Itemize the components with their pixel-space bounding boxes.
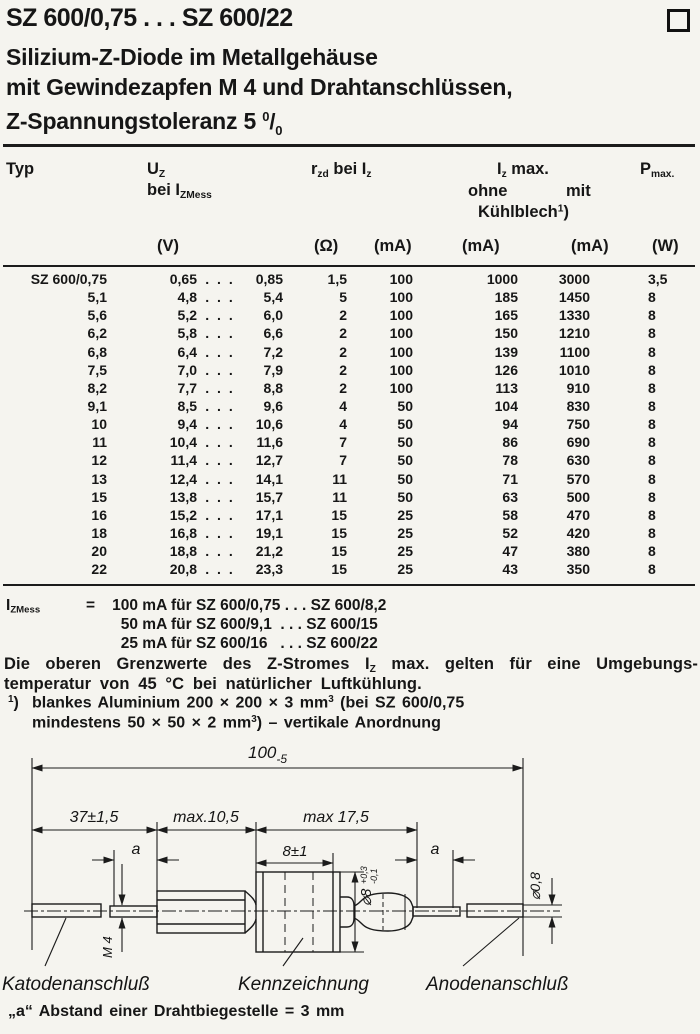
cell-uz-min: 11,4 xyxy=(170,452,197,469)
subtitle-line-1: Silizium-Z-Diode im Metallgehäuse xyxy=(6,44,378,70)
kuehlblech-text: Kühlblech xyxy=(478,203,558,221)
rzd-iz-sub: z xyxy=(366,168,372,180)
cell-iz: 100 xyxy=(389,379,413,396)
cell-rzd: 7 xyxy=(339,452,347,469)
cell-rzd: 15 xyxy=(331,524,347,541)
izmax-rest: max. xyxy=(506,160,549,178)
izmess-line-3 xyxy=(100,635,378,653)
cell-uz-max: 5,4 xyxy=(263,289,283,306)
cell-rzd: 7 xyxy=(339,434,347,451)
izmess-rest-1: mA für SZ 600/0,75 . . . SZ 600/8,2 xyxy=(138,597,387,614)
cell-iz: 100 xyxy=(389,325,413,342)
fn-2a: mindestens 50 × 50 × 2 mm xyxy=(32,714,252,732)
izmess-rest-2: mA für SZ 600/9,1 . . . SZ 600/15 xyxy=(138,616,378,633)
cell-dots: . . . xyxy=(205,343,235,360)
cell-rzd: 2 xyxy=(339,379,347,396)
drawing-labels xyxy=(2,743,569,995)
cell-pmax: 8 xyxy=(648,307,656,324)
cell-dots: . . . xyxy=(205,416,235,433)
cell-iz-max-ohne: 43 xyxy=(502,561,518,578)
unit-ma-mit: (mA) xyxy=(571,237,609,255)
limit-note-line-2: temperatur von 45 °C bei natürlicher Luftkühlung. xyxy=(4,675,422,693)
cell-iz: 25 xyxy=(397,543,413,560)
cell-iz: 100 xyxy=(389,361,413,378)
cell-uz-min: 18,8 xyxy=(169,543,197,560)
izmess-equals: = xyxy=(86,597,96,614)
cell-iz: 100 xyxy=(389,307,413,324)
cell-uz-max: 15,7 xyxy=(255,488,283,505)
table-row xyxy=(0,361,700,379)
cell-iz: 50 xyxy=(397,470,413,487)
cell-dots: . . . xyxy=(205,379,235,396)
cell-iz-max-ohne: 47 xyxy=(502,543,518,560)
cell-rzd: 11 xyxy=(332,470,347,487)
cell-iz-max-mit: 830 xyxy=(566,397,590,414)
dim-a-left: a xyxy=(131,841,141,858)
cell-iz-max-ohne: 1000 xyxy=(486,271,518,287)
cell-uz-min: 5,8 xyxy=(177,325,197,342)
col-header-izmax xyxy=(497,160,549,180)
cell-iz-max-mit: 1100 xyxy=(559,343,590,360)
izmess-line-1 xyxy=(100,597,386,615)
cell-uz-max: 14,1 xyxy=(255,470,283,487)
dim-overall-length: $100_{-5}$ xyxy=(248,743,288,766)
cell-iz-max-mit: 630 xyxy=(566,452,590,469)
cell-iz-max-mit: 500 xyxy=(566,488,590,505)
cell-typ: 5,6 xyxy=(87,307,107,324)
unit-ma-ohne: (mA) xyxy=(462,237,500,255)
label-cathode: Katodenanschluß xyxy=(2,974,150,995)
dim-marking-zone: 8±1 xyxy=(282,843,308,860)
cell-typ: 11 xyxy=(92,434,107,451)
dim-body-length: max 17,5 xyxy=(303,809,369,826)
rule-top xyxy=(3,144,695,147)
cell-iz: 25 xyxy=(397,524,413,541)
cell-uz-max: 6,0 xyxy=(263,307,283,324)
cell-typ: SZ 600/0,75 xyxy=(30,271,107,287)
table-row xyxy=(0,379,700,397)
cell-iz: 50 xyxy=(397,416,413,433)
cell-pmax: 8 xyxy=(648,343,656,360)
tolerance-text: Z-Spannungstoleranz 5 xyxy=(6,108,257,134)
cell-uz-max: 8,8 xyxy=(263,379,283,396)
izmess-num-1: 100 xyxy=(112,597,138,614)
uz-base: U xyxy=(147,160,159,178)
cell-rzd: 1,5 xyxy=(327,271,347,287)
neck-bottom xyxy=(245,919,256,933)
footnote-1-line-1 xyxy=(32,694,464,712)
label-anode: Anodenanschluß xyxy=(426,974,569,995)
cell-dots: . . . xyxy=(205,361,235,378)
cell-iz-max-mit: 570 xyxy=(566,470,590,487)
cell-dots: . . . xyxy=(205,524,235,541)
cell-iz-max-mit: 3000 xyxy=(558,271,590,287)
label-marking: Kennzeichnung xyxy=(238,974,369,995)
cell-iz: 100 xyxy=(389,343,413,360)
unit-v: (V) xyxy=(157,237,179,255)
table-row xyxy=(0,560,700,578)
corner-square-icon xyxy=(667,9,690,32)
table-row xyxy=(0,451,700,469)
cell-iz-max-mit: 1450 xyxy=(558,289,590,306)
cell-rzd: 11 xyxy=(332,488,347,505)
cell-uz-max: 17,1 xyxy=(255,506,283,523)
cell-dots: . . . xyxy=(205,289,235,306)
cell-iz-max-ohne: 185 xyxy=(494,289,518,306)
table-row xyxy=(0,306,700,324)
cell-dots: . . . xyxy=(205,271,235,287)
cell-pmax: 8 xyxy=(648,470,656,487)
cell-uz-max: 7,2 xyxy=(263,343,283,360)
hex-body xyxy=(157,891,245,933)
cell-dots: . . . xyxy=(205,434,235,451)
page-title: SZ 600/0,75 . . . SZ 600/22 xyxy=(6,4,293,32)
cell-rzd: 2 xyxy=(339,361,347,378)
cell-pmax: 8 xyxy=(648,289,656,306)
table-row xyxy=(0,542,700,560)
limit-note-line-1 xyxy=(4,655,698,675)
cell-iz-max-mit: 380 xyxy=(566,543,590,560)
cell-iz-max-ohne: 94 xyxy=(502,416,518,433)
cell-uz-max: 23,3 xyxy=(255,561,283,578)
kuehlblech-footnote-marker: 1 xyxy=(557,203,564,215)
leader-anode xyxy=(463,918,519,966)
cell-pmax: 8 xyxy=(648,561,656,578)
table-row xyxy=(0,506,700,524)
table-row xyxy=(0,288,700,306)
cell-pmax: 8 xyxy=(648,488,656,505)
izmess-base: bei I xyxy=(147,181,181,199)
cell-rzd: 4 xyxy=(339,397,347,414)
table-row xyxy=(0,343,700,361)
subtitle xyxy=(6,42,512,146)
cell-rzd: 2 xyxy=(339,325,347,342)
fn-1a: blankes Aluminium 200 × 200 × 3 mm xyxy=(32,694,329,712)
izmess-def-base: I xyxy=(6,597,11,614)
cell-uz-min: 20,8 xyxy=(169,561,197,578)
cell-uz-min: 12,4 xyxy=(169,470,197,487)
cell-iz-max-mit: 470 xyxy=(566,506,590,523)
thread-size-label: M 4 xyxy=(100,936,115,958)
cell-dots: . . . xyxy=(205,506,235,523)
cell-iz-max-ohne: 113 xyxy=(495,379,518,396)
dim-hex-length: max.10,5 xyxy=(173,809,239,826)
fn-sup3a: 3 xyxy=(328,694,334,705)
bend-distance-note: „a“ Abstand einer Drahtbiegestelle = 3 mm xyxy=(8,1003,345,1020)
cell-iz-max-mit: 690 xyxy=(566,434,590,451)
cell-typ: 22 xyxy=(91,561,107,578)
cell-iz-max-mit: 750 xyxy=(566,416,590,433)
izmess-num-2: 50 xyxy=(120,616,138,633)
cell-iz-max-ohne: 139 xyxy=(494,343,518,360)
cell-pmax: 8 xyxy=(648,397,656,414)
kuehlblech-close: ) xyxy=(563,203,569,221)
izmess-num-3: 25 xyxy=(120,635,138,652)
cell-iz-max-ohne: 104 xyxy=(494,397,518,414)
pmax-base: P xyxy=(640,160,652,178)
limit-note-1b: max. gelten für eine Umgebungs- xyxy=(375,655,698,673)
cell-rzd: 15 xyxy=(331,543,347,560)
shoulder xyxy=(340,897,354,927)
cell-dots: . . . xyxy=(205,488,235,505)
percent-top: 0 xyxy=(262,109,270,124)
cylinder-body xyxy=(256,872,340,952)
cell-uz-min: 0,65 xyxy=(169,271,197,287)
izmess-def-sub: ZMess xyxy=(10,604,41,616)
cell-uz-min: 10,4 xyxy=(169,434,197,451)
cell-iz-max-ohne: 150 xyxy=(494,325,518,342)
cell-pmax: 8 xyxy=(648,506,656,523)
col-header-mit: mit xyxy=(566,182,591,200)
izmess-rest-3: mA für SZ 600/16 . . . SZ 600/22 xyxy=(138,635,378,652)
cell-iz-max-mit: 910 xyxy=(566,379,590,396)
cell-iz-max-mit: 1210 xyxy=(558,325,590,342)
subtitle-line-3 xyxy=(6,102,512,146)
cell-iz-max-ohne: 71 xyxy=(502,470,518,487)
cell-iz: 25 xyxy=(397,561,413,578)
cell-rzd: 15 xyxy=(331,561,347,578)
cell-pmax: 8 xyxy=(648,452,656,469)
fn-sup3b: 3 xyxy=(251,714,257,725)
footnote-1-marker xyxy=(8,694,19,712)
cell-rzd: 5 xyxy=(339,289,347,306)
izmess-sub: ZMess xyxy=(180,189,212,201)
cell-dots: . . . xyxy=(205,543,235,560)
cell-pmax: 8 xyxy=(648,325,656,342)
dim-a-right: a xyxy=(430,841,440,858)
cell-dots: . . . xyxy=(205,307,235,324)
dim-lead-length: 37±1,5 xyxy=(69,809,119,826)
cell-pmax: 8 xyxy=(648,434,656,451)
cell-typ: 6,2 xyxy=(87,325,107,342)
cell-iz: 50 xyxy=(397,488,413,505)
cell-dots: . . . xyxy=(205,452,235,469)
cell-iz-max-ohne: 126 xyxy=(494,361,518,378)
cell-iz-max-ohne: 165 xyxy=(494,307,518,324)
table-row xyxy=(0,415,700,433)
cell-iz: 100 xyxy=(389,289,413,306)
cell-uz-max: 21,2 xyxy=(255,543,283,560)
rzd-base: r xyxy=(311,160,318,178)
col-header-rzd xyxy=(311,160,371,180)
cell-typ: 6,8 xyxy=(87,343,107,360)
cell-rzd: 15 xyxy=(331,506,347,523)
cell-uz-max: 9,6 xyxy=(263,397,283,414)
cell-typ: 16 xyxy=(91,506,107,523)
cell-uz-min: 8,5 xyxy=(177,397,197,414)
cell-rzd: 2 xyxy=(339,307,347,324)
table-row xyxy=(0,488,700,506)
fn-2b: ) – vertikale Anordnung xyxy=(256,714,441,732)
cell-iz-max-ohne: 78 xyxy=(502,452,518,469)
table-row xyxy=(0,324,700,342)
izmax-sub: z xyxy=(501,168,507,180)
cell-uz-max: 12,7 xyxy=(255,452,283,469)
limit-note-1a: Die oberen Grenzwerte des Z-Stromes I xyxy=(4,655,370,673)
table-row xyxy=(0,433,700,451)
cell-uz-min: 5,2 xyxy=(177,307,197,324)
izmess-line-2 xyxy=(100,616,378,634)
cell-typ: 7,5 xyxy=(87,361,107,378)
percent-bottom: 0 xyxy=(275,123,283,138)
rule-under-header xyxy=(3,265,695,267)
footnote-1-sup: 1 xyxy=(8,694,14,705)
uz-sub: Z xyxy=(158,168,166,180)
neck-top xyxy=(245,891,256,905)
cell-pmax: 8 xyxy=(648,361,656,378)
cell-iz: 50 xyxy=(397,452,413,469)
col-header-uz xyxy=(147,160,165,180)
unit-w: (W) xyxy=(652,237,679,255)
cell-uz-min: 13,8 xyxy=(169,488,197,505)
col-header-izmess xyxy=(147,181,212,201)
cell-uz-max: 10,6 xyxy=(255,416,283,433)
cell-typ: 9,1 xyxy=(87,397,107,414)
cell-uz-min: 16,8 xyxy=(169,524,197,541)
percent-slash: / xyxy=(269,109,276,134)
cell-rzd: 2 xyxy=(339,343,347,360)
izmax-base: I xyxy=(497,160,502,178)
cell-typ: 8,2 xyxy=(87,379,107,396)
pmax-sub: max. xyxy=(651,168,675,180)
cell-pmax: 8 xyxy=(648,543,656,560)
cell-dots: . . . xyxy=(205,470,235,487)
subtitle-line-2: mit Gewindezapfen M 4 und Drahtanschlüssen, xyxy=(6,74,513,100)
cell-iz: 100 xyxy=(389,271,413,287)
table-row xyxy=(0,524,700,542)
cell-rzd: 4 xyxy=(339,416,347,433)
cell-dots: . . . xyxy=(205,397,235,414)
cell-iz-max-mit: 420 xyxy=(566,524,590,541)
table-row xyxy=(0,270,700,288)
cell-typ: 13 xyxy=(91,470,107,487)
cell-iz-max-ohne: 63 xyxy=(502,488,518,505)
cell-uz-min: 6,4 xyxy=(177,343,197,360)
leader-cathode xyxy=(45,918,66,966)
cell-uz-min: 9,4 xyxy=(177,416,197,433)
cell-iz-max-ohne: 86 xyxy=(502,434,518,451)
cell-uz-min: 15,2 xyxy=(169,506,197,523)
rzd-sub: zd xyxy=(317,168,329,180)
cell-typ: 5,1 xyxy=(87,289,107,306)
cell-pmax: 8 xyxy=(648,524,656,541)
cell-typ: 10 xyxy=(91,416,107,433)
rzd-bei: bei I xyxy=(328,160,367,178)
table-body xyxy=(0,270,700,578)
cell-uz-max: 7,9 xyxy=(263,361,283,378)
cell-pmax: 8 xyxy=(648,379,656,396)
cell-pmax: 8 xyxy=(648,416,656,433)
footnote-1-close: ) xyxy=(13,694,19,712)
cell-uz-min: 7,7 xyxy=(177,379,197,396)
unit-ohm: (Ω) xyxy=(314,237,339,255)
cell-iz-max-ohne: 58 xyxy=(502,506,518,523)
cell-uz-max: 11,6 xyxy=(256,434,283,451)
cell-uz-max: 0,85 xyxy=(255,271,283,287)
fn-1b: (bei SZ 600/0,75 xyxy=(333,694,465,712)
limit-note-sub: Z xyxy=(369,663,376,675)
cell-uz-max: 6,6 xyxy=(263,325,283,342)
percent-fraction xyxy=(262,108,283,138)
cell-iz: 50 xyxy=(397,434,413,451)
cell-iz-max-ohne: 52 xyxy=(502,524,518,541)
svg-text:⌀8+0,3-0,1: ⌀8+0,3-0,1 xyxy=(358,866,379,906)
cell-uz-max: 19,1 xyxy=(255,524,283,541)
col-header-kuehlblech xyxy=(478,203,569,222)
dim-body-diameter xyxy=(358,866,379,906)
cell-typ: 12 xyxy=(91,452,107,469)
col-header-typ: Typ xyxy=(6,160,35,178)
cell-iz: 50 xyxy=(397,397,413,414)
cell-iz-max-mit: 350 xyxy=(566,561,590,578)
cell-uz-min: 7,0 xyxy=(177,361,197,378)
cell-dots: . . . xyxy=(205,325,235,342)
cell-dots: . . . xyxy=(205,561,235,578)
table-row xyxy=(0,470,700,488)
table-row xyxy=(0,397,700,415)
rule-under-table xyxy=(3,584,695,586)
cell-pmax: 3,5 xyxy=(648,271,668,287)
cell-typ: 18 xyxy=(91,524,107,541)
col-header-ohne: ohne xyxy=(468,182,508,200)
cell-uz-min: 4,8 xyxy=(177,289,197,306)
footnote-1-line-2 xyxy=(32,714,441,732)
col-header-pmax xyxy=(640,160,674,180)
dim-wire-diameter: ⌀0,8 xyxy=(527,872,543,900)
cell-typ: 15 xyxy=(91,488,107,505)
cell-iz: 25 xyxy=(397,506,413,523)
izmess-definition xyxy=(6,597,40,616)
cell-iz-max-mit: 1330 xyxy=(558,307,590,324)
unit-ma-iz: (mA) xyxy=(374,237,412,255)
cell-typ: 20 xyxy=(91,543,107,560)
cell-iz-max-mit: 1010 xyxy=(558,361,590,378)
technical-drawing xyxy=(0,738,700,1004)
